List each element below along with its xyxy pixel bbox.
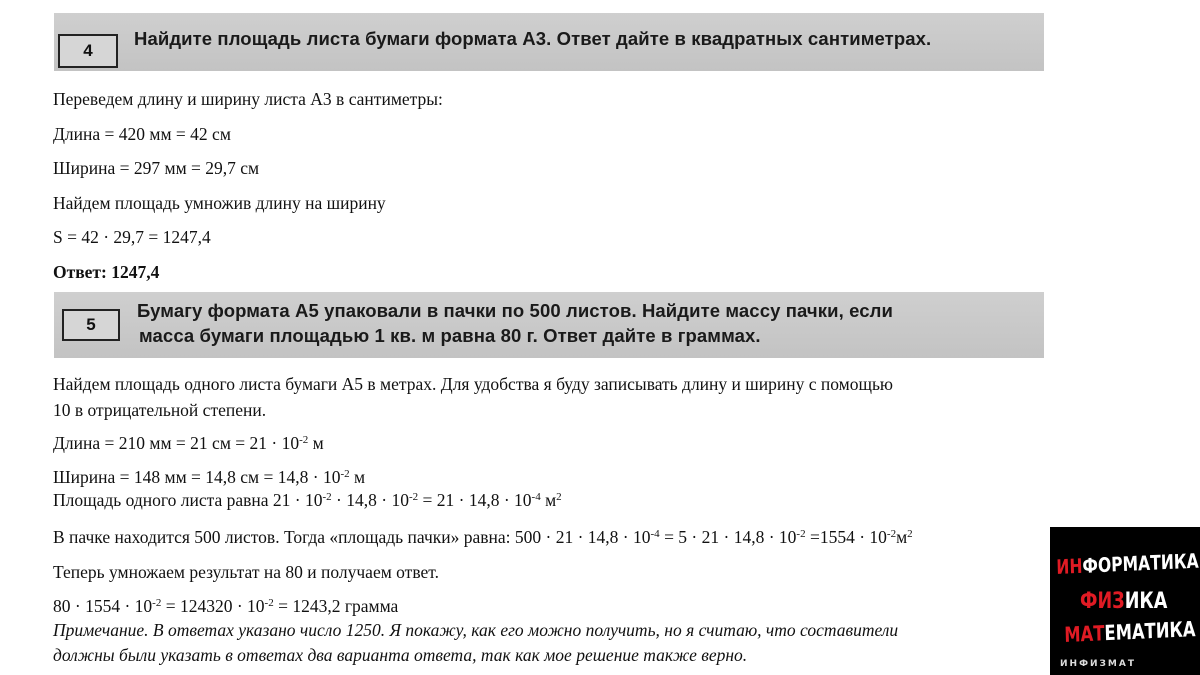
solution-4-line-3: Ширина = 297 мм = 29,7 см: [53, 158, 260, 178]
task-4-banner: [54, 13, 1044, 71]
solution-5-multiply: Теперь умножаем результат на 80 и получаем ответ.: [53, 562, 439, 582]
task-5-number: 5: [86, 315, 96, 334]
logo-informatika: ИНФОРМАТИКА: [1056, 548, 1199, 579]
solution-5-area: Площадь одного листа равна $21 \cdot 10^{-2} \cdot 14,8 \cdot 10^{-2} = 21 \cdot 14,8 \cdot 10^{-4}$ $м^2$: [53, 490, 562, 510]
logo-matematika: МАТЕМАТИКА: [1064, 617, 1196, 647]
solution-4-line-4: Найдем площадь умножив длину на ширину: [53, 193, 386, 213]
solution-4-line-2: Длина = 420 мм = 42 см: [53, 124, 231, 144]
answer-4: Ответ: 1247,4: [53, 262, 160, 282]
note-line-2: должны были указать в ответах два варианта ответа, так как мое решение также верно.: [53, 645, 748, 665]
solution-5-width: Ширина = 148 мм = 14,8 см = $14,8 \cdot 10^{-2}$ м: [53, 467, 366, 487]
task-5-number-box: [62, 309, 120, 341]
solution-5-intro-1: Найдем площадь одного листа бумаги А5 в метрах. Для удобства я буду записывать длину и ширину с помощью: [53, 374, 893, 394]
infizmat-logo: [1050, 527, 1200, 675]
solution-5-intro-2: 10 в отрицательной степени.: [53, 400, 267, 420]
task-4-text: Найдите площадь листа бумаги формата А3. Ответ дайте в квадратных сантиметрах.: [134, 28, 932, 49]
solution-5-length: Длина = 210 мм = 21 см = $21 \cdot 10^{-2}$ м: [53, 433, 324, 453]
task-5-text-line-2: масса бумаги площадью 1 кв. м равна 80 г. Ответ дайте в граммах.: [139, 325, 761, 346]
logo-brand: ИНФИЗМАТ: [1060, 659, 1136, 669]
task-4-number-box: [58, 34, 118, 68]
solution-4-line-1: Переведем длину и ширину листа А3 в сантиметры:: [53, 89, 443, 109]
logo-fizika: ФИЗИКА: [1080, 589, 1168, 614]
note-line-1: Примечание. В ответах указано число 1250. Я покажу, как его можно получить, но я считаю, что составители: [53, 620, 899, 640]
solution-4-formula: S = 42 · 29,7 = 1247,4: [53, 227, 211, 247]
task-5-text-line-1: Бумагу формата А5 упаковали в пачки по 500 листов. Найдите массу пачки, если: [137, 300, 893, 321]
solution-5-result: $80 \cdot 1554 \cdot 10^{-2} = 124320 \cdot 10^{-2} = 1243,2$ грамма: [53, 596, 399, 616]
solution-5-pack-area: В пачке находится 500 листов. Тогда «площадь пачки» равна: $500 \cdot 21 \cdot 14,8 \cdot 10^{-4} = 5 \cdot 21 \cdot 14,8 \cdot 10^{-2} =1554 \cdot 10^{-2}м^2$: [53, 527, 913, 547]
task-4-number: 4: [83, 41, 93, 60]
task-5-text: [137, 298, 893, 348]
task-5-banner: [54, 292, 1044, 358]
